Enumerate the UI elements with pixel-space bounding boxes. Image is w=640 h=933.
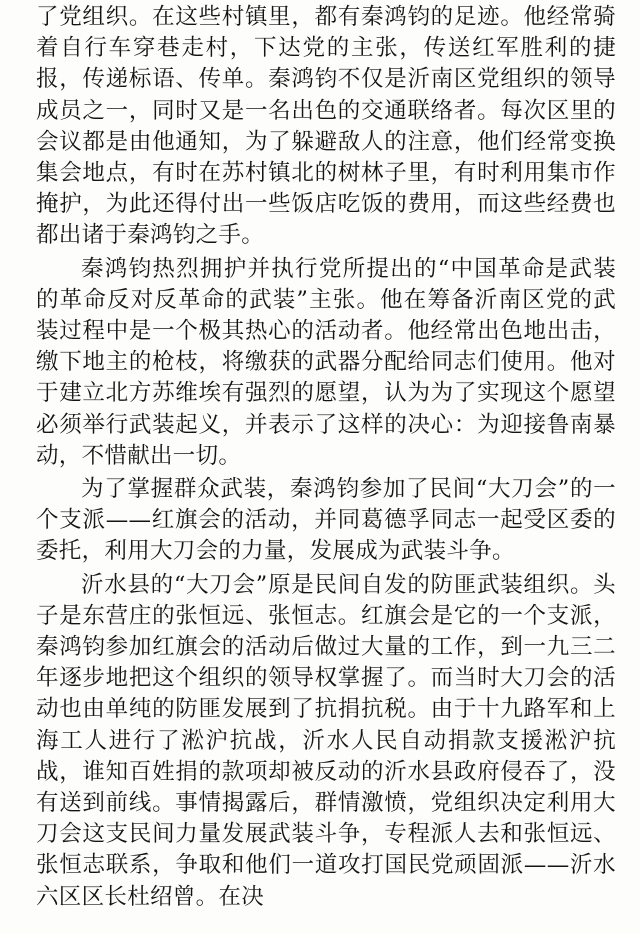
paragraph-1: 了党组织。在这些村镇里，都有秦鸿钧的足迹。他经常骑着自行车穿巷走村，下达党的主张，传送红军胜利的捷报，传递标语、传单。秦鸿钧不仅是沂南区党组织的领导成员之一，同时又是一名出色的交通联络者。每次区里的会议都是由他通知，为了躲避敌人的注意，他们经常变换集会地点，有时在苏村镇北的树林子里，有时利用集市作掩护，为此还得付出一些饭店吃饭的费用，而这些经费也都出诸于秦鸿钧之手。 <box>36 4 616 249</box>
paragraph-3: 为了掌握群众武装，秦鸿钧参加了民间“大刀会”的一个支派——红旗会的活动，并同葛德孚同志一起受区委的委托，利用大刀会的力量，发展成为武装斗争。 <box>36 476 616 565</box>
paragraph-2: 秦鸿钧热烈拥护并执行党所提出的“中国革命是武装的革命反对反革命的武装”主张。他在筹备沂南区党的武装过程中是一个极其热心的活动者。他经常出色地出击，缴下地主的枪枝，将缴获的武器分配给同志们使用。他对于建立北方苏维埃有强烈的愿望，认为为了实现这个愿望必须举行武装起义，并表示了这样的决心：为迎接鲁南暴动，不惜献出一切。 <box>36 255 616 469</box>
paragraph-4: 沂水县的“大刀会”原是民间自发的防匪武装组织。头子是东营庄的张恒远、张恒志。红旗会是它的一个支派，秦鸿钧参加红旗会的活动后做过大量的工作，到一九三二年逐步地把这个组织的领导权掌握了。而当时大刀会的活动也由单纯的防匪发展到了抗捐抗税。由于十九路军和上海工人进行了淞沪抗战，沂水人民自动捐款支援淞沪抗战，谁知百姓捐的款项却被反动的沂水县政府侵吞了，没有送到前线。事情揭露后，群情激愤，党组织决定利用大刀会这支民间力量发展武装斗争，专程派人去和张恒远、张恒志联系，争取和他们一道攻打国民党顽固派——沂水六区区长杜绍曾。在决 <box>36 571 616 910</box>
page-body-text <box>36 2 616 913</box>
